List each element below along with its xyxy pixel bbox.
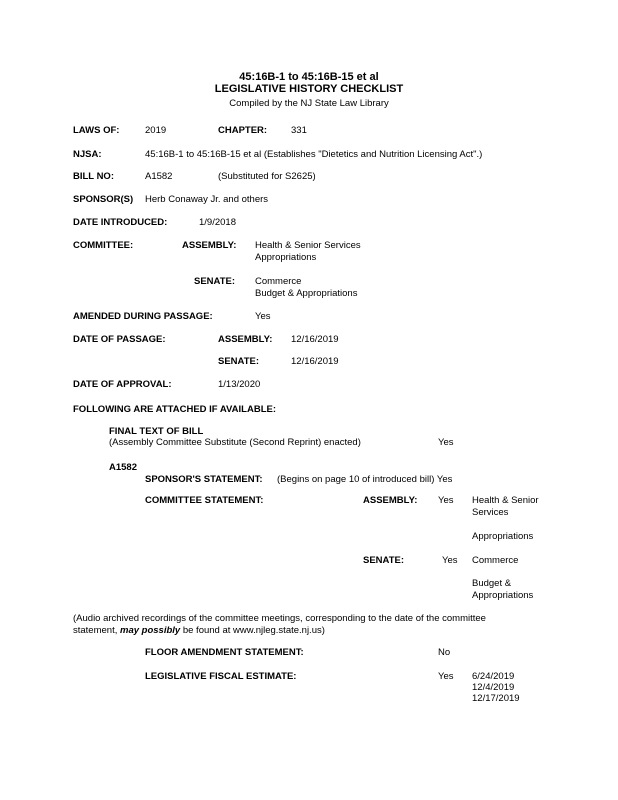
cs-assembly-yes: Yes: [438, 495, 454, 506]
committee-label: COMMITTEE:: [73, 240, 134, 251]
njsa-value: 45:16B-1 to 45:16B-15 et al (Establishes "Dietetics and Nutrition Licensing Act".): [145, 149, 483, 160]
final-text-desc: (Assembly Committee Substitute (Second Reprint) enacted): [109, 437, 361, 448]
committee-senate-1: Commerce: [255, 276, 302, 287]
attached-heading: FOLLOWING ARE ATTACHED IF AVAILABLE:: [73, 404, 276, 415]
a1582-label: A1582: [109, 462, 137, 473]
passage-senate-label: SENATE:: [218, 356, 259, 367]
date-approval-label: DATE OF APPROVAL:: [73, 379, 172, 390]
compiled-by: Compiled by the NJ State Law Library: [229, 98, 389, 109]
laws-of-value: 2019: [145, 125, 167, 136]
cs-senate-2b: Appropriations: [472, 590, 534, 601]
passage-senate-value: 12/16/2019: [291, 356, 339, 367]
njsa-label: NJSA:: [73, 149, 102, 160]
date-introduced-value: 1/9/2018: [199, 217, 236, 228]
floor-amendment-label: FLOOR AMENDMENT STATEMENT:: [145, 647, 304, 658]
date-approval-value: 1/13/2020: [218, 379, 261, 390]
final-text-value: Yes: [438, 437, 454, 448]
final-text-label: FINAL TEXT OF BILL: [109, 426, 204, 437]
cs-senate-1: Commerce: [472, 555, 519, 566]
committee-senate-2: Budget & Appropriations: [255, 288, 358, 299]
cs-senate-2a: Budget &: [472, 578, 512, 589]
passage-assembly-value: 12/16/2019: [291, 334, 339, 345]
date-passage-label: DATE OF PASSAGE:: [73, 334, 166, 345]
committee-assembly-label: ASSEMBLY:: [182, 240, 237, 251]
cs-assembly-label: ASSEMBLY:: [363, 495, 418, 506]
amended-label: AMENDED DURING PASSAGE:: [73, 311, 213, 322]
committee-statement-label: COMMITTEE STATEMENT:: [145, 495, 264, 506]
fiscal-estimate-value: Yes: [438, 671, 454, 682]
fiscal-date-1: 6/24/2019: [472, 671, 515, 682]
audio-note-emphasis: may possibly: [120, 625, 181, 636]
cs-senate-yes: Yes: [442, 555, 458, 566]
chapter-value: 331: [291, 125, 307, 136]
fiscal-date-2: 12/4/2019: [472, 682, 515, 693]
date-introduced-label: DATE INTRODUCED:: [73, 217, 168, 228]
floor-amendment-value: No: [438, 647, 451, 658]
cs-assembly-2: Appropriations: [472, 531, 534, 542]
document-title: 45:16B-1 to 45:16B-15 et al: [239, 71, 379, 83]
passage-assembly-label: ASSEMBLY:: [218, 334, 273, 345]
bill-no-value: A1582: [145, 171, 173, 182]
bill-no-label: BILL NO:: [73, 171, 114, 182]
laws-of-label: LAWS OF:: [73, 125, 120, 136]
audio-note-line1: (Audio archived recordings of the committee meetings, corresponding to the date of the committee: [73, 613, 486, 624]
committee-assembly-2: Appropriations: [255, 252, 317, 263]
amended-value: Yes: [255, 311, 271, 322]
sponsor-label: SPONSOR(S): [73, 194, 134, 205]
cs-senate-label: SENATE:: [363, 555, 404, 566]
cs-assembly-1b: Services: [472, 507, 509, 518]
fiscal-estimate-label: LEGISLATIVE FISCAL ESTIMATE:: [145, 671, 297, 682]
sponsor-statement-label: SPONSOR'S STATEMENT:: [145, 474, 263, 485]
sponsor-value: Herb Conaway Jr. and others: [145, 194, 269, 205]
chapter-label: CHAPTER:: [218, 125, 268, 136]
audio-note-line2: statement, may possibly be found at www.njleg.state.nj.us): [73, 625, 325, 636]
document-subtitle: LEGISLATIVE HISTORY CHECKLIST: [214, 83, 404, 95]
cs-assembly-1a: Health & Senior: [472, 495, 539, 506]
committee-senate-label: SENATE:: [194, 276, 235, 287]
sponsor-statement-value: (Begins on page 10 of introduced bill) Yes: [277, 474, 453, 485]
committee-assembly-1: Health & Senior Services: [255, 240, 361, 251]
bill-substitute-note: (Substituted for S2625): [218, 171, 316, 182]
fiscal-date-3: 12/17/2019: [472, 693, 520, 704]
